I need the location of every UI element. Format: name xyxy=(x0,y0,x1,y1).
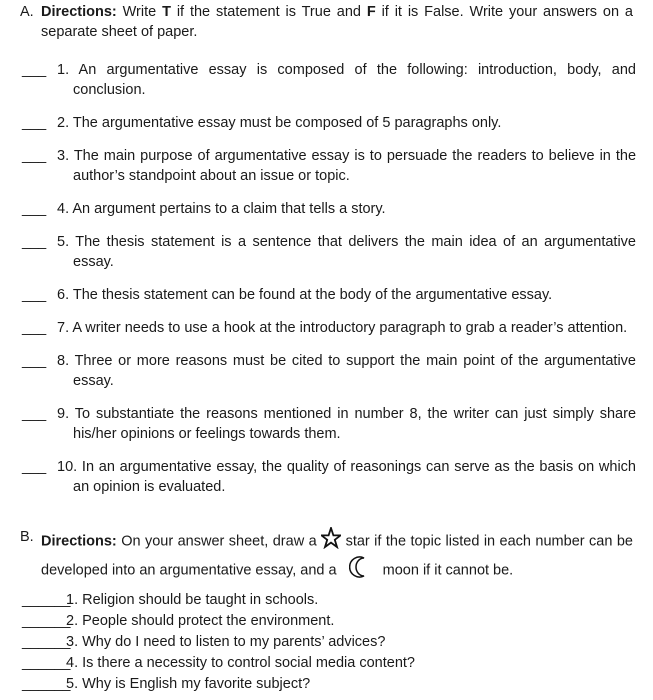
item-text: An argumentative essay is composed of the following: introduction, body, and conclusion. xyxy=(73,62,636,98)
true-false-item xyxy=(0,457,636,497)
part-b-items xyxy=(0,590,636,695)
true-false-item xyxy=(0,60,636,100)
item-number: 4. xyxy=(57,201,73,217)
item-text: The thesis statement is a sentence that delivers the main idea of an argumentative essay. xyxy=(73,234,636,270)
item-text: An argument pertains to a claim that tells a story. xyxy=(72,201,386,217)
topic-item xyxy=(0,632,636,653)
item-number: 8. xyxy=(57,353,75,369)
part-a-directions: A. Directions: Write T if the statement is True and F if it is False. Write your answers on a separate sheet of paper. xyxy=(20,4,633,40)
item-number: 2. xyxy=(66,613,83,629)
item-text: Why is English my favorite subject? xyxy=(82,676,311,692)
part-a-letter: A. xyxy=(20,4,34,20)
true-false-item xyxy=(0,404,636,444)
true-false-item xyxy=(0,199,636,219)
crescent-moon-icon xyxy=(349,556,371,585)
item-number: 6. xyxy=(57,287,73,303)
answer-blank: ___ xyxy=(22,148,47,164)
true-false-item xyxy=(0,113,636,133)
topic-item xyxy=(0,653,636,674)
answer-blank: ______ xyxy=(22,634,71,650)
item-number: 5. xyxy=(57,234,76,250)
answer-blank: ___ xyxy=(22,201,47,217)
item-number: 10. xyxy=(57,459,82,475)
item-text: In an argumentative essay, the quality of reasonings can serve as the basis on which an opinion is evaluated. xyxy=(73,459,636,495)
item-text: The main purpose of argumentative essay is to persuade the readers to believe in the author’s standpoint about an issue or topic. xyxy=(73,148,637,184)
item-number: 3. xyxy=(57,148,74,164)
star-icon xyxy=(321,527,341,556)
item-text: A writer needs to use a hook at the introductory paragraph to grab a reader’s attention. xyxy=(72,320,628,336)
answer-blank: ___ xyxy=(22,406,47,422)
item-text: Religion should be taught in schools. xyxy=(82,592,319,608)
item-text: The argumentative essay must be composed of 5 paragraphs only. xyxy=(72,115,502,131)
answer-blank: ___ xyxy=(22,320,47,336)
answer-blank: ______ xyxy=(22,676,71,692)
answer-blank: ___ xyxy=(22,62,47,78)
item-number: 1. xyxy=(66,592,83,608)
item-number: 5. xyxy=(66,676,83,692)
true-false-item xyxy=(0,318,636,338)
answer-blank: ______ xyxy=(22,592,71,608)
answer-blank: ___ xyxy=(22,115,47,131)
true-false-item xyxy=(0,351,636,391)
item-text: Is there a necessity to control social media content? xyxy=(82,655,415,671)
answer-blank: ___ xyxy=(22,287,47,303)
topic-item xyxy=(0,674,636,695)
item-number: 1. xyxy=(57,62,79,78)
item-number: 2. xyxy=(57,115,73,131)
item-number: 4. xyxy=(66,655,83,671)
true-false-item xyxy=(0,232,636,272)
topic-item xyxy=(0,611,636,632)
item-number: 7. xyxy=(57,320,73,336)
topic-item xyxy=(0,590,636,611)
part-b-letter: B. xyxy=(20,529,34,545)
answer-blank: ___ xyxy=(22,234,47,250)
item-text: Three or more reasons must be cited to support the main point of the argumentative essay. xyxy=(73,353,636,389)
answer-blank: ___ xyxy=(22,459,47,475)
item-text: To substantiate the reasons mentioned in number 8, the writer can just simply share his/her opinions or feelings towards them. xyxy=(73,406,637,442)
item-text: People should protect the environment. xyxy=(82,613,335,629)
answer-blank: ___ xyxy=(22,353,47,369)
answer-blank: ______ xyxy=(22,655,71,671)
true-false-item xyxy=(0,146,636,186)
part-a-items xyxy=(0,60,636,510)
directions-label: Directions: xyxy=(41,4,117,20)
item-text: The thesis statement can be found at the body of the argumentative essay. xyxy=(72,287,553,303)
part-b-directions: B. Directions: On your answer sheet, draw a star if the topic listed in each number can be developed into an argumentative essay, and a moon if it cannot be. xyxy=(0,527,633,585)
item-number: 3. xyxy=(66,634,83,650)
true-false-item xyxy=(0,285,636,305)
item-number: 9. xyxy=(57,406,75,422)
item-text: Why do I need to listen to my parents’ advices? xyxy=(82,634,386,650)
answer-blank: ______ xyxy=(22,613,71,629)
directions-label: Directions: xyxy=(41,533,117,550)
